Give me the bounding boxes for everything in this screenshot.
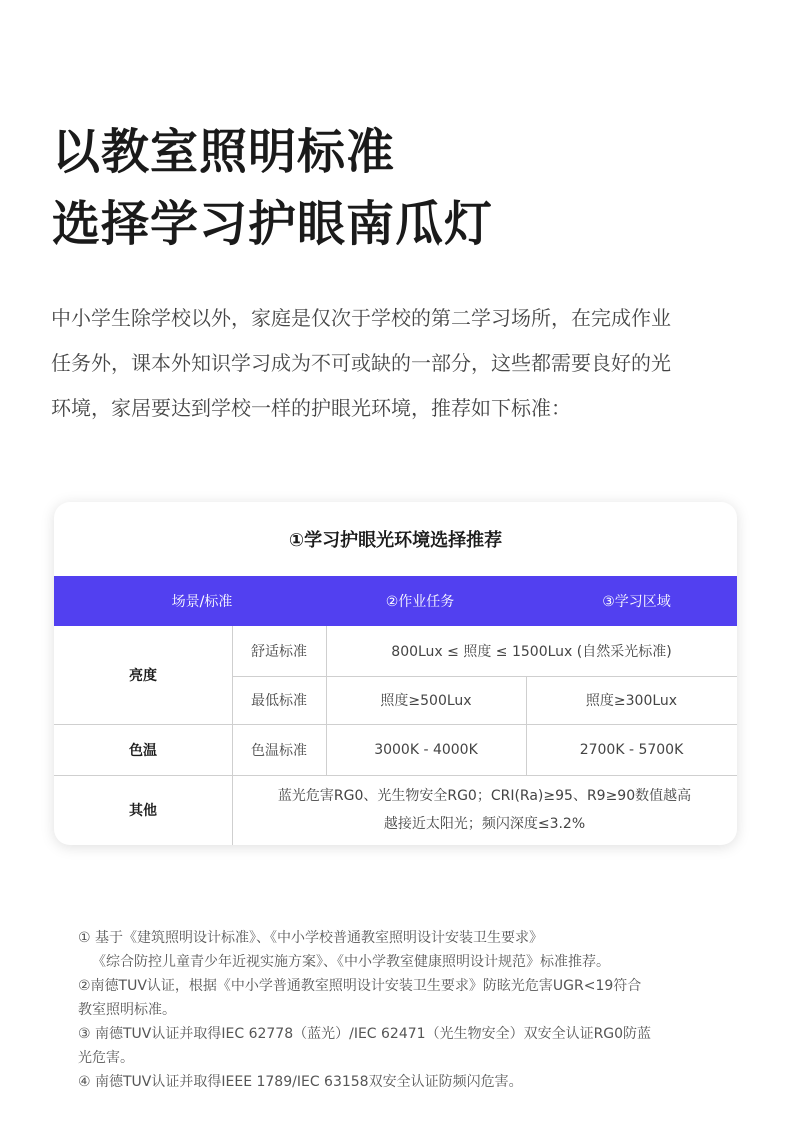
footnotes [78, 926, 738, 1094]
other-requirements-line-2: 越接近太阳光；频闪深度≤3.2% [383, 816, 586, 832]
headline-line-1: 以教室照明标准 [52, 124, 396, 180]
intro-line-3: 环境，家居要达到学校一样的护眼光环境，推荐如下标准： [51, 396, 571, 420]
intro-line-2: 任务外，课本外知识学习成为不可或缺的一部分，这些都需要良好的光 [51, 351, 671, 375]
header-task: ②作业任务 [385, 594, 455, 610]
footnote-3-line-1: ③ 南德TUV认证并取得IEC 62778（蓝光）/IEC 62471（光生物安全）双安全认证RG0防蓝 [78, 1026, 652, 1042]
minimum-standard-label: 最低标准 [251, 693, 307, 709]
footnote-2-line-1: ②南德TUV认证，根据《中小学普通教室照明设计安装卫生要求》防眩光危害UGR<19符合 [78, 978, 642, 994]
color-temperature-standard-label: 色温标准 [251, 742, 307, 759]
header-study-area: ③学习区域 [602, 594, 671, 610]
minimum-area-value: 照度≥300Lux [585, 693, 678, 709]
minimum-task-value: 照度≥500Lux [380, 693, 472, 709]
intro-line-1: 中小学生除学校以外，家庭是仅次于学校的第二学习场所，在完成作业 [51, 306, 671, 330]
footnote-3-line-2: 光危害。 [78, 1050, 134, 1066]
headline [52, 116, 493, 260]
table-header-row [54, 576, 737, 626]
footnote-1-line-1: ① 基于《建筑照明设计标准》、《中小学校普通教室照明设计安装卫生要求》 [78, 930, 543, 946]
footnote-4-line-1: ④ 南德TUV认证并取得IEEE 1789/IEC 63158双安全认证防频闪危害。 [78, 1074, 523, 1090]
table-title: ①学习护眼光环境选择推荐 [288, 530, 503, 551]
row-label-color-temperature: 色温 [129, 742, 157, 759]
other-requirements-line-1: 蓝光危害RG0、光生物安全RG0；CRI(Ra)≥95、R9≥90数值越高 [277, 788, 692, 804]
row-label-brightness: 亮度 [129, 668, 157, 684]
comfort-standard-label: 舒适标准 [251, 644, 307, 660]
footnote-1-line-2: 《综合防控儿童青少年近视实施方案》、《中小学教室健康照明设计规范》标准推荐。 [92, 954, 610, 970]
comfort-standard-value: 800Lux ≤ 照度 ≤ 1500Lux (自然采光标准) [391, 644, 672, 660]
recommendation-table-card [54, 502, 737, 845]
row-label-other: 其他 [129, 803, 157, 819]
intro-paragraph [51, 296, 741, 431]
header-scene-standard: 场景/标准 [171, 594, 233, 610]
other-requirements [232, 775, 737, 845]
footnote-2-line-2: 教室照明标准。 [78, 1002, 176, 1018]
headline-line-2: 选择学习护眼南瓜灯 [52, 196, 494, 252]
color-temperature-area-value: 2700K - 5700K [579, 741, 684, 758]
color-temperature-task-value: 3000K - 4000K [374, 741, 478, 758]
